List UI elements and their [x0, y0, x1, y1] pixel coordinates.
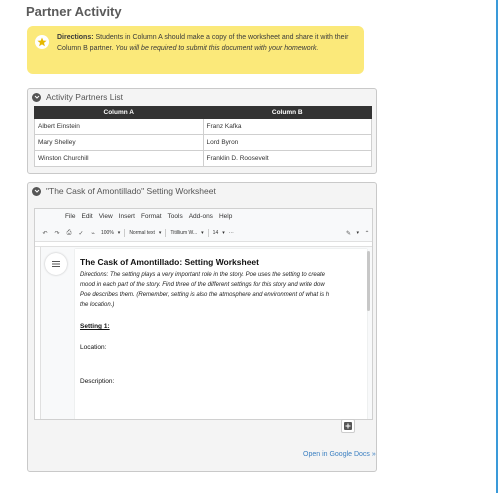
- toolbar-divider: [208, 229, 209, 237]
- toolbar-divider: [124, 229, 125, 237]
- directions-body: Students in Column A should make a copy of the worksheet and share it with their Column B partner.: [57, 34, 349, 52]
- menu-edit[interactable]: Edit: [81, 213, 93, 220]
- right-edge-rule: [496, 0, 498, 493]
- worksheet-panel: [27, 182, 377, 472]
- worksheet-panel-title: "The Cask of Amontillado" Setting Worksheet: [46, 186, 216, 196]
- chevron-down-icon: ▾: [356, 230, 359, 236]
- toolbar-divider: [165, 229, 166, 237]
- open-in-google-docs-link[interactable]: Open in Google Docs »: [303, 451, 376, 458]
- menu-insert[interactable]: Insert: [118, 213, 135, 220]
- chevron-down-icon: ▾: [117, 230, 121, 236]
- chevron-down-icon: ▾: [158, 230, 162, 236]
- directions-text: [57, 32, 356, 54]
- doc-directions: [80, 270, 330, 310]
- page-title: Partner Activity: [26, 4, 122, 19]
- style-select[interactable]: Normal text: [129, 230, 155, 236]
- google-doc-embed[interactable]: [34, 208, 373, 420]
- doc-description-label: Description:: [80, 378, 115, 385]
- doc-line: Directions: The setting plays a very important role in the story. Poe uses the setting to create: [80, 272, 326, 278]
- directions-note: You will be required to submit this document with your homework.: [115, 45, 319, 52]
- table-row: [35, 119, 372, 135]
- pencil-icon[interactable]: ✎: [345, 230, 351, 237]
- chevron-down-icon[interactable]: [32, 93, 41, 102]
- font-select[interactable]: Titillium W...: [170, 230, 198, 236]
- table-cell: Franklin D. Roosevelt: [203, 151, 372, 167]
- table-header-row: [35, 107, 372, 119]
- menu-format[interactable]: Format: [140, 213, 162, 220]
- undo-icon[interactable]: ↶: [42, 230, 48, 237]
- chevron-down-icon: ▾: [222, 230, 225, 236]
- worksheet-panel-header[interactable]: [32, 186, 216, 196]
- doc-line: mood in each part of the story. Find three of the different settings for this story and write dow: [80, 282, 325, 288]
- doc-line: the location.): [80, 302, 115, 308]
- partners-table: [34, 106, 372, 167]
- doc-location-label: Location:: [80, 344, 107, 351]
- table-row: [35, 151, 372, 167]
- column-a-header: Column A: [35, 107, 204, 119]
- zoom-select[interactable]: 100%: [101, 230, 114, 236]
- paint-format-icon[interactable]: ⌁: [91, 230, 95, 237]
- menu-view[interactable]: View: [98, 213, 113, 220]
- chevron-up-icon[interactable]: ⌃: [364, 230, 370, 237]
- doc-toolbar: [41, 227, 371, 239]
- plus-icon: [344, 422, 352, 430]
- horizontal-ruler: [35, 241, 373, 247]
- column-b-header: Column B: [203, 107, 372, 119]
- spellcheck-icon[interactable]: ✓: [78, 230, 84, 237]
- doc-line: Poe describes them. (Remember, setting is also the atmosphere and environment of what is h: [80, 292, 330, 298]
- list-icon: [51, 259, 61, 269]
- partners-panel: [27, 88, 377, 174]
- vertical-ruler: [35, 247, 41, 420]
- menu-addons[interactable]: Add-ons: [188, 213, 213, 220]
- document-outline-button[interactable]: [45, 253, 67, 275]
- table-cell: Lord Byron: [203, 135, 372, 151]
- scrollbar[interactable]: [367, 251, 370, 311]
- chevron-down-icon: ▾: [201, 230, 204, 236]
- table-cell: Franz Kafka: [203, 119, 372, 135]
- directions-callout: [27, 26, 364, 74]
- table-cell: Winston Churchill: [35, 151, 204, 167]
- add-comment-button[interactable]: [341, 419, 355, 433]
- font-size-select[interactable]: 14: [212, 230, 219, 236]
- star-icon: [35, 35, 49, 49]
- menu-tools[interactable]: Tools: [167, 213, 183, 220]
- print-icon[interactable]: ⎙: [66, 229, 72, 236]
- partners-panel-title: Activity Partners List: [46, 92, 123, 102]
- redo-icon[interactable]: ↷: [54, 230, 60, 237]
- table-cell: Mary Shelley: [35, 135, 204, 151]
- chevron-down-icon[interactable]: [32, 187, 41, 196]
- doc-setting-heading: Setting 1:: [80, 323, 110, 330]
- table-row: [35, 135, 372, 151]
- doc-title: The Cask of Amontillado: Setting Worksheet: [80, 257, 259, 267]
- menu-help[interactable]: Help: [218, 213, 233, 220]
- directions-label: Directions:: [57, 34, 94, 41]
- partners-panel-header[interactable]: [32, 92, 123, 102]
- more-options-button[interactable]: ···: [228, 230, 234, 236]
- table-cell: Albert Einstein: [35, 119, 204, 135]
- doc-menubar: [65, 213, 232, 220]
- menu-file[interactable]: File: [65, 213, 76, 220]
